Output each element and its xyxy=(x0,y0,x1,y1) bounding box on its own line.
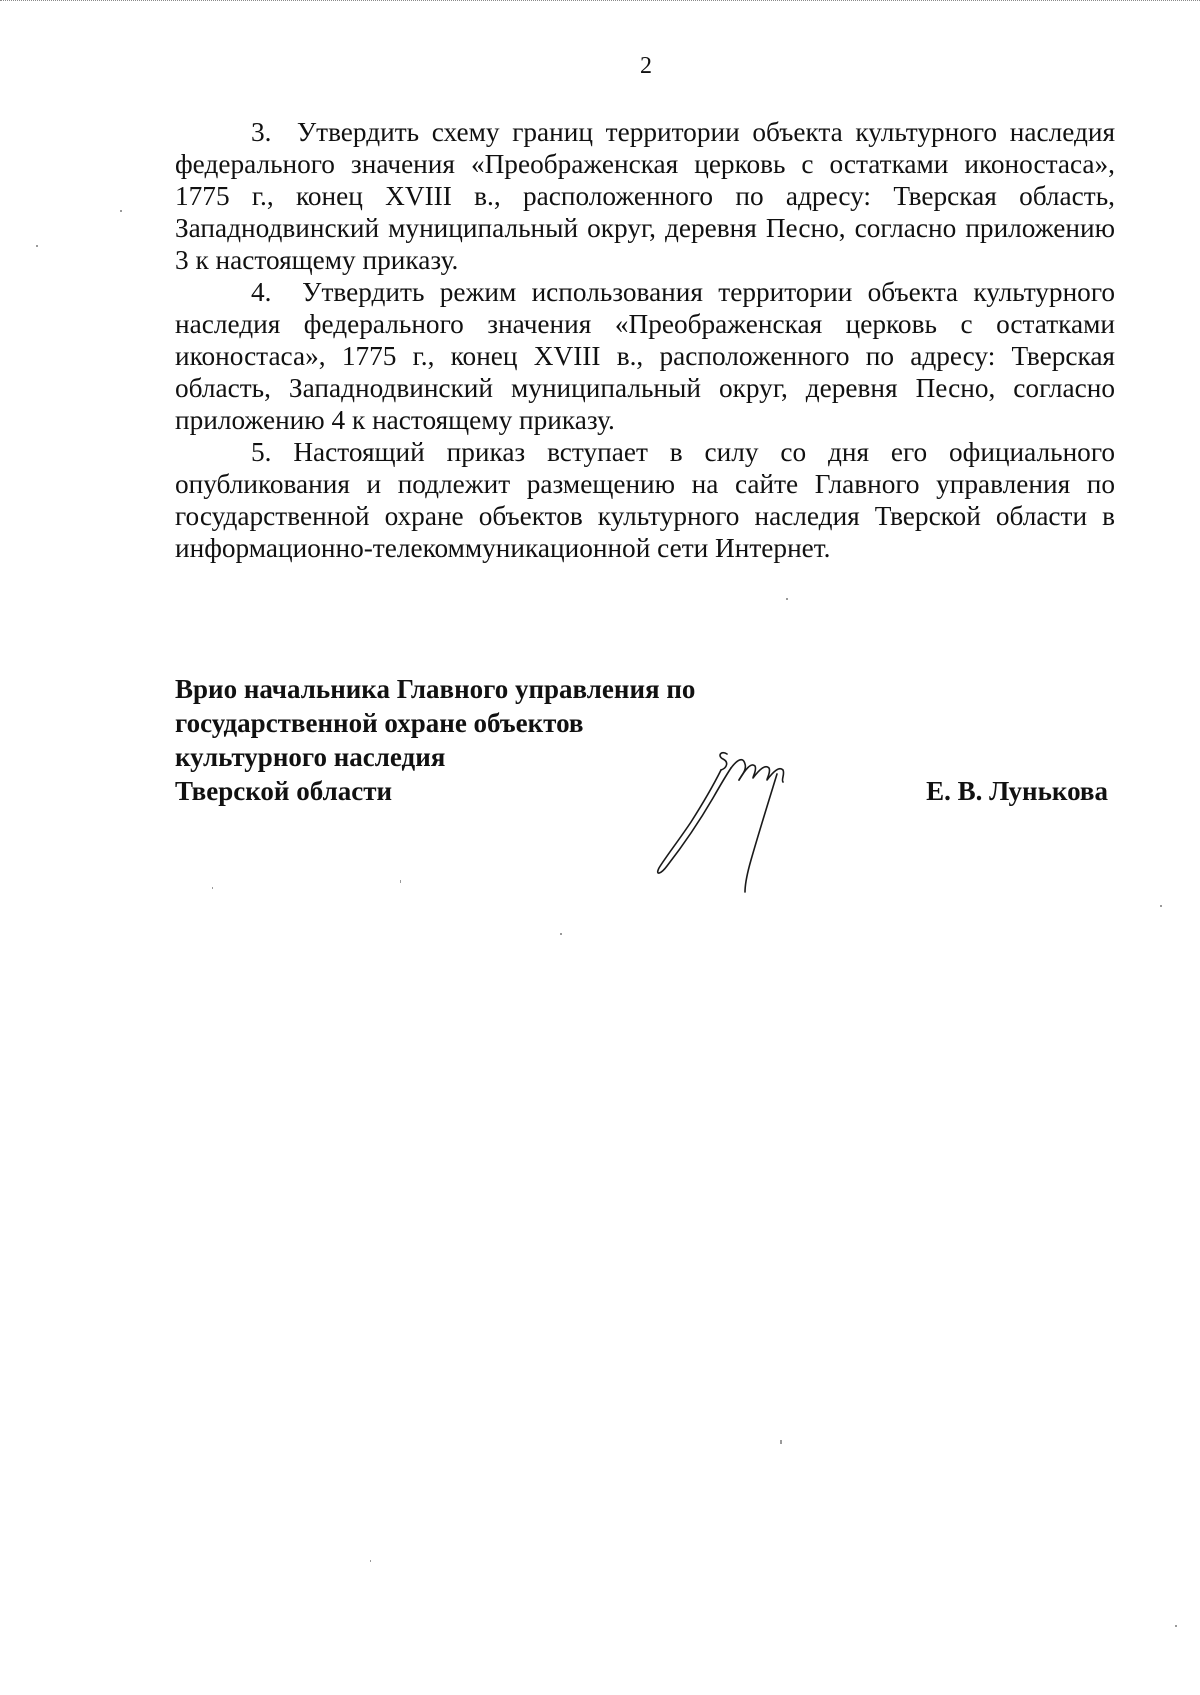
document-body xyxy=(175,116,1115,564)
scan-speck xyxy=(36,245,38,247)
scan-top-edge xyxy=(0,0,1200,1)
signer-name: Е. В. Лунькова xyxy=(926,776,1108,806)
scan-speck xyxy=(560,933,562,935)
signatory-position-line: Тверской области xyxy=(175,776,393,806)
handwritten-signature xyxy=(655,740,825,900)
scan-speck xyxy=(120,210,122,212)
signatory-position-line: культурного наследия xyxy=(175,742,446,772)
paragraph-item-4: 4. Утвердить режим использования территории объекта культурного наследия федерального значения «Преображенская церковь с остатками иконостаса», 1775 г., конец XVIII в., расположенного по адресу: Тверская область, Западнодвинский муниципальный округ, деревня Песно, согласно приложению 4 к настоящему приказу. xyxy=(175,277,1115,435)
scan-speck xyxy=(400,880,401,883)
scan-speck xyxy=(370,1560,371,1562)
signatory-position-line: Врио начальника Главного управления по xyxy=(175,674,696,704)
scan-speck xyxy=(780,1440,782,1444)
signatory-position xyxy=(175,672,735,808)
paragraph-item-5: 5. Настоящий приказ вступает в силу со дня его официального опубликования и подлежит размещению на сайте Главного управления по государственной охране объектов культурного наследия Тверской области в информационно-телекоммуникационной сети Интернет. xyxy=(175,437,1115,563)
scan-speck xyxy=(786,598,788,600)
page-number: 2 xyxy=(640,53,652,79)
paragraph-item-3: 3. Утвердить схему границ территории объекта культурного наследия федерального значения «Преображенская церковь с остатками иконостаса», 1775 г., конец XVIII в., расположенного по адресу: Тверская область, Западнодвинский муниципальный округ, деревня Песно, согласно приложению 3 к настоящему приказу. xyxy=(175,117,1115,275)
scan-speck xyxy=(1160,905,1162,907)
scan-speck xyxy=(1175,1625,1177,1627)
scan-speck xyxy=(212,887,213,889)
signatory-position-line: государственной охране объектов xyxy=(175,708,584,738)
